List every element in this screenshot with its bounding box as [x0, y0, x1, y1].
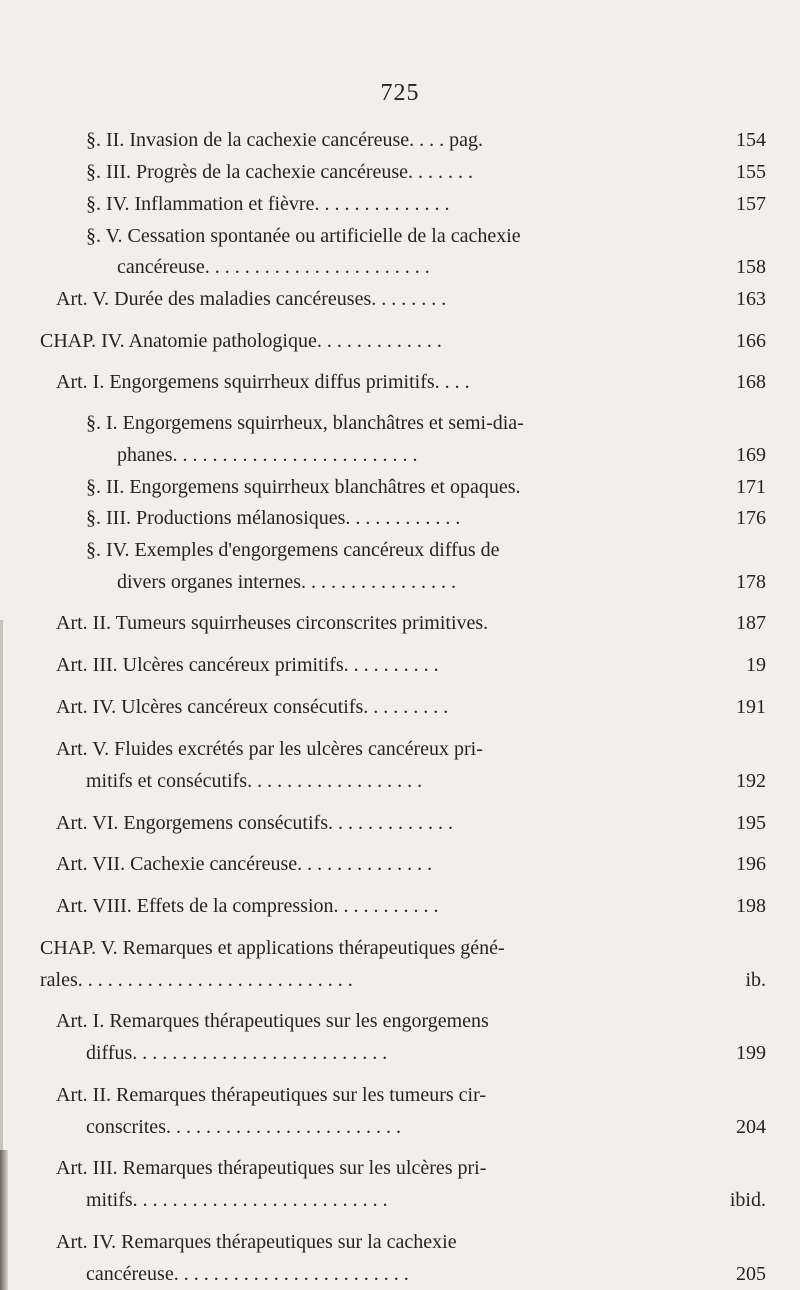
toc-entry-text: CHAP. V. Remarques et applications thérapeutiques géné-: [40, 937, 505, 959]
toc-entry-page: 198: [736, 895, 766, 917]
toc-entry-text: Art. III. Ulcères cancéreux primitifs. . . . . . . . . .: [56, 654, 439, 676]
toc-entry-text: §. I. Engorgemens squirrheux, blanchâtres et semi-dia-: [86, 412, 524, 434]
toc-entry-text: Art. IV. Remarques thérapeutiques sur la cachexie: [56, 1231, 457, 1253]
toc-entry-page: 166: [736, 330, 766, 352]
toc-entry-text: Art. VIII. Effets de la compression. . . . . . . . . . .: [56, 895, 439, 917]
toc-entry-text: Art. I. Engorgemens squirrheux diffus primitifs. . . .: [56, 371, 470, 393]
toc-entry-text: §. V. Cessation spontanée ou artificielle de la cachexie: [86, 225, 521, 247]
toc-entry-page: 191: [736, 696, 766, 718]
toc-entry-page: 187: [736, 612, 766, 634]
toc-entry-text: divers organes internes. . . . . . . . . . . . . . . .: [117, 571, 457, 593]
toc-entry-page: 19: [746, 654, 766, 676]
toc-entry-page: 168: [736, 371, 766, 393]
toc-entry-text: Art. VII. Cachexie cancéreuse. . . . . . . . . . . . . .: [56, 853, 433, 875]
toc-entry-text: §. II. Engorgemens squirrheux blanchâtres et opaques.: [86, 476, 521, 498]
toc-entry-text: CHAP. IV. Anatomie pathologique. . . . . . . . . . . . .: [40, 330, 442, 352]
toc-entry-text: Art. VI. Engorgemens consécutifs. . . . . . . . . . . . .: [56, 812, 453, 834]
toc-entry-page: 157: [736, 193, 766, 215]
toc-entry-text: Art. II. Remarques thérapeutiques sur les tumeurs cir-: [56, 1084, 487, 1106]
toc-entry-page: 195: [736, 812, 766, 834]
toc-entry-text: cancéreuse. . . . . . . . . . . . . . . . . . . . . . .: [117, 256, 430, 278]
toc-entry-page: 205: [736, 1263, 766, 1285]
toc-entry-page: 154: [736, 129, 766, 151]
toc-entry-page: 192: [736, 770, 766, 792]
toc-entry-page: 169: [736, 444, 766, 466]
toc-entry-text: §. II. Invasion de la cachexie cancéreuse. . . . pag.: [86, 129, 484, 151]
toc-entry-text: Art. V. Durée des maladies cancéreuses. . . . . . . .: [56, 288, 447, 310]
toc-entry-page: ibid.: [729, 1189, 766, 1211]
toc-entry-page: 204: [736, 1116, 766, 1138]
toc-entry-text: §. III. Productions mélanosiques. . . . . . . . . . . .: [86, 507, 461, 529]
toc-entry-text: phanes. . . . . . . . . . . . . . . . . . . . . . . . .: [117, 444, 418, 466]
page-edge-shadow: [0, 620, 3, 1150]
toc-entry-page: 158: [736, 256, 766, 278]
toc-entry-text: mitifs et consécutifs. . . . . . . . . . . . . . . . . .: [86, 770, 423, 792]
toc-entry-text: Art. II. Tumeurs squirrheuses circonscrites primitives.: [56, 612, 489, 634]
toc-entry-text: Art. V. Fluides excrétés par les ulcères cancéreux pri-: [56, 738, 483, 760]
page-binding-edge: [0, 1150, 8, 1290]
toc-entry-text: cancéreuse. . . . . . . . . . . . . . . . . . . . . . . .: [86, 1263, 409, 1285]
toc-entry-page: 178: [736, 571, 766, 593]
toc-entry-page: 176: [736, 507, 766, 529]
toc-entry-text: §. IV. Inflammation et fièvre. . . . . . . . . . . . . .: [86, 193, 450, 215]
toc-entry-text: Art. III. Remarques thérapeutiques sur les ulcères pri-: [56, 1157, 487, 1179]
toc-entry-text: mitifs. . . . . . . . . . . . . . . . . . . . . . . . . .: [86, 1189, 388, 1211]
toc-entry-page: 199: [736, 1042, 766, 1064]
toc-entry-text: conscrites. . . . . . . . . . . . . . . . . . . . . . . .: [86, 1116, 401, 1138]
toc-entry-page: 155: [736, 161, 766, 183]
toc-entry-page: 163: [736, 288, 766, 310]
toc-entry-page: 171: [736, 476, 766, 498]
page-number: 725: [380, 80, 420, 106]
toc-entry-text: Art. IV. Ulcères cancéreux consécutifs. . . . . . . . .: [56, 696, 449, 718]
toc-entry-page: ib.: [745, 969, 766, 991]
toc-entry-text: Art. I. Remarques thérapeutiques sur les engorgemens: [56, 1010, 489, 1032]
toc-entry-text: rales. . . . . . . . . . . . . . . . . . . . . . . . . . . .: [40, 969, 353, 991]
toc-entry-text: diffus. . . . . . . . . . . . . . . . . . . . . . . . . .: [86, 1042, 388, 1064]
toc-entry-text: §. III. Progrès de la cachexie cancéreuse. . . . . . .: [86, 161, 474, 183]
toc-entry-text: §. IV. Exemples d'engorgemens cancéreux diffus de: [86, 539, 500, 561]
toc-entry-page: 196: [736, 853, 766, 875]
